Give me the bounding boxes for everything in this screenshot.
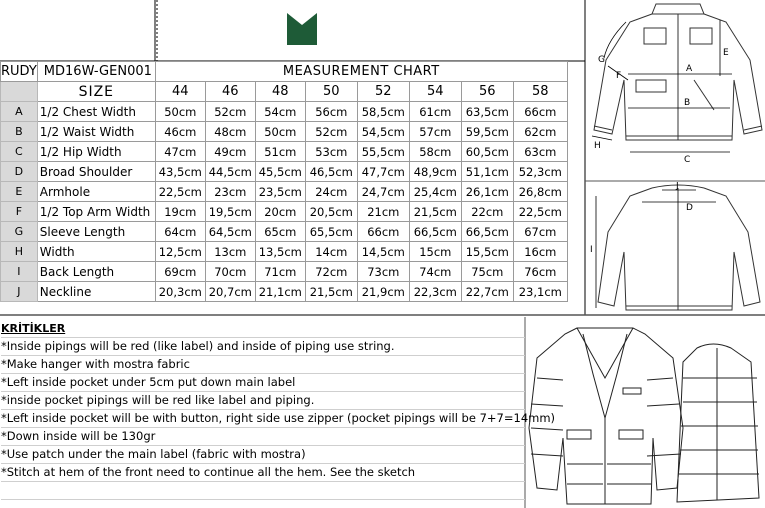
measurement-value: 19,5cm	[205, 202, 255, 222]
measurement-value: 57cm	[409, 122, 461, 142]
measurement-value: 23,5cm	[255, 182, 305, 202]
measurement-value: 12,5cm	[155, 242, 205, 262]
measurement-row-b	[1, 122, 568, 142]
size-col-58: 58	[513, 82, 567, 102]
measurement-name: 1/2 Chest Width	[37, 102, 155, 122]
measurement-row-a	[1, 102, 568, 122]
measurement-value: 61cm	[409, 102, 461, 122]
size-col-56: 56	[461, 82, 513, 102]
measurement-value: 47cm	[155, 142, 205, 162]
measurement-value: 46cm	[155, 122, 205, 142]
measurement-value: 51cm	[255, 142, 305, 162]
dim-label-j: J	[676, 182, 679, 191]
dim-label-d: D	[686, 203, 693, 213]
size-col-50: 50	[305, 82, 357, 102]
measurement-value: 47,7cm	[357, 162, 409, 182]
model-code: MD16W-GEN001	[37, 62, 155, 82]
dim-label-f: F	[616, 71, 622, 81]
measurement-row-i	[1, 262, 568, 282]
measurement-value: 64cm	[155, 222, 205, 242]
measurement-value: 60,5cm	[461, 142, 513, 162]
measurement-row-e	[1, 182, 568, 202]
measurement-value: 67cm	[513, 222, 567, 242]
measurement-value: 65,5cm	[305, 222, 357, 242]
brand-logo-icon	[287, 13, 317, 45]
measurement-value: 22,3cm	[409, 282, 461, 302]
measurement-value: 26,1cm	[461, 182, 513, 202]
note-item: *Down inside will be 130gr	[1, 428, 525, 446]
measurement-value: 55,5cm	[357, 142, 409, 162]
measurement-value: 50cm	[255, 122, 305, 142]
note-item: *Stitch at hem of the front need to continue all the hem. See the sketch	[1, 464, 525, 482]
measurement-value: 71cm	[255, 262, 305, 282]
size-col-48: 48	[255, 82, 305, 102]
note-item: *inside pocket pipings will be red like label and piping.	[1, 392, 525, 410]
measurement-name: Sleeve Length	[37, 222, 155, 242]
measurement-value: 15,5cm	[461, 242, 513, 262]
measurement-value: 52cm	[205, 102, 255, 122]
measurement-value: 21,1cm	[255, 282, 305, 302]
size-col-44: 44	[155, 82, 205, 102]
chart-title: MEASUREMENT CHART	[155, 62, 567, 82]
measurement-value: 76cm	[513, 262, 567, 282]
measurement-value: 24cm	[305, 182, 357, 202]
notes-title: KRİTİKLER	[1, 320, 525, 338]
measurement-chart-table	[0, 61, 568, 302]
measurement-name: Broad Shoulder	[37, 162, 155, 182]
measurement-row-g	[1, 222, 568, 242]
row-letter: A	[1, 102, 38, 122]
measurement-name: Armhole	[37, 182, 155, 202]
measurement-value: 48,9cm	[409, 162, 461, 182]
measurement-value: 59,5cm	[461, 122, 513, 142]
row-letter: C	[1, 142, 38, 162]
measurement-name: Back Length	[37, 262, 155, 282]
measurement-value: 14cm	[305, 242, 357, 262]
measurement-value: 25,4cm	[409, 182, 461, 202]
measurement-value: 69cm	[155, 262, 205, 282]
size-header-row	[1, 82, 568, 102]
measurement-value: 45,5cm	[255, 162, 305, 182]
note-item: *Use patch under the main label (fabric with mostra)	[1, 446, 525, 464]
row-letter: G	[1, 222, 38, 242]
row-letter: H	[1, 242, 38, 262]
measurement-name: 1/2 Top Arm Width	[37, 202, 155, 222]
measurement-value: 58,5cm	[357, 102, 409, 122]
size-col-54: 54	[409, 82, 461, 102]
measurement-value: 66cm	[357, 222, 409, 242]
measurement-value: 52cm	[305, 122, 357, 142]
brand-logo-shape	[287, 13, 317, 45]
measurement-value: 20,5cm	[305, 202, 357, 222]
dim-label-g: G	[598, 55, 605, 65]
row-letter: B	[1, 122, 38, 142]
measurement-row-j	[1, 282, 568, 302]
measurement-value: 51,1cm	[461, 162, 513, 182]
measurement-value: 23,1cm	[513, 282, 567, 302]
dim-label-a: A	[686, 64, 693, 74]
measurement-value: 66,5cm	[409, 222, 461, 242]
size-col-46: 46	[205, 82, 255, 102]
measurement-row-h	[1, 242, 568, 262]
measurement-value: 54cm	[255, 102, 305, 122]
row-letter: D	[1, 162, 38, 182]
jacket-back-sketch	[586, 182, 765, 314]
measurement-value: 53cm	[305, 142, 357, 162]
blazer-sketch	[527, 318, 765, 508]
measurement-value: 23cm	[205, 182, 255, 202]
measurement-rows	[1, 102, 568, 302]
note-item: *Inside pipings will be red (like label) and inside of piping use string.	[1, 338, 525, 356]
measurement-value: 21,5cm	[305, 282, 357, 302]
measurement-value: 56cm	[305, 102, 357, 122]
measurement-value: 20,7cm	[205, 282, 255, 302]
measurement-value: 22,5cm	[513, 202, 567, 222]
measurement-value: 66,5cm	[461, 222, 513, 242]
measurement-value: 72cm	[305, 262, 357, 282]
measurement-value: 66cm	[513, 102, 567, 122]
measurement-value: 43,5cm	[155, 162, 205, 182]
measurement-value: 75cm	[461, 262, 513, 282]
row-letter: J	[1, 282, 38, 302]
measurement-value: 65cm	[255, 222, 305, 242]
note-item: *Left inside pocket under 5cm put down main label	[1, 374, 525, 392]
jacket-front-sketch	[586, 0, 765, 180]
measurement-value: 62cm	[513, 122, 567, 142]
row-letter: E	[1, 182, 38, 202]
measurement-value: 48cm	[205, 122, 255, 142]
measurement-value: 44,5cm	[205, 162, 255, 182]
measurement-value: 26,8cm	[513, 182, 567, 202]
row-letter: F	[1, 202, 38, 222]
measurement-row-d	[1, 162, 568, 182]
measurement-value: 13,5cm	[255, 242, 305, 262]
measurement-name: Width	[37, 242, 155, 262]
measurement-value: 13cm	[205, 242, 255, 262]
measurement-name: Neckline	[37, 282, 155, 302]
measurement-value: 16cm	[513, 242, 567, 262]
dim-label-e: E	[723, 48, 729, 58]
measurement-value: 21,5cm	[409, 202, 461, 222]
note-item: *Make hanger with mostra fabric	[1, 356, 525, 374]
measurement-name: 1/2 Hip Width	[37, 142, 155, 162]
note-blank	[1, 482, 525, 500]
measurement-value: 64,5cm	[205, 222, 255, 242]
measurement-name: 1/2 Waist Width	[37, 122, 155, 142]
measurement-value: 15cm	[409, 242, 461, 262]
critical-notes	[0, 320, 556, 508]
dim-label-c: C	[684, 155, 691, 165]
measurement-value: 73cm	[357, 262, 409, 282]
measurement-value: 14,5cm	[357, 242, 409, 262]
measurement-value: 46,5cm	[305, 162, 357, 182]
measurement-value: 52,3cm	[513, 162, 567, 182]
note-item: *Left inside pocket will be with button, right side use zipper (pocket pipings will be 7+7=14mm)	[1, 410, 525, 428]
measurement-value: 21,9cm	[357, 282, 409, 302]
size-col-52: 52	[357, 82, 409, 102]
measurement-value: 70cm	[205, 262, 255, 282]
dim-label-h: H	[594, 141, 601, 151]
measurement-row-c	[1, 142, 568, 162]
size-label: SIZE	[37, 82, 155, 102]
measurement-value: 58cm	[409, 142, 461, 162]
letter-header-blank	[1, 82, 38, 102]
measurement-value: 74cm	[409, 262, 461, 282]
measurement-value: 24,7cm	[357, 182, 409, 202]
measurement-value: 49cm	[205, 142, 255, 162]
measurement-value: 22cm	[461, 202, 513, 222]
model-prefix: RUDY	[1, 62, 38, 82]
measurement-value: 54,5cm	[357, 122, 409, 142]
measurement-value: 22,5cm	[155, 182, 205, 202]
measurement-value: 20,3cm	[155, 282, 205, 302]
measurement-value: 50cm	[155, 102, 205, 122]
measurement-value: 19cm	[155, 202, 205, 222]
measurement-value: 22,7cm	[461, 282, 513, 302]
dim-label-i: I	[590, 245, 593, 255]
measurement-value: 63,5cm	[461, 102, 513, 122]
measurement-row-f	[1, 202, 568, 222]
row-letter: I	[1, 262, 38, 282]
chart-header-row	[1, 62, 568, 82]
measurement-value: 21cm	[357, 202, 409, 222]
measurement-value: 63cm	[513, 142, 567, 162]
measurement-value: 20cm	[255, 202, 305, 222]
dim-label-b: B	[684, 98, 691, 108]
